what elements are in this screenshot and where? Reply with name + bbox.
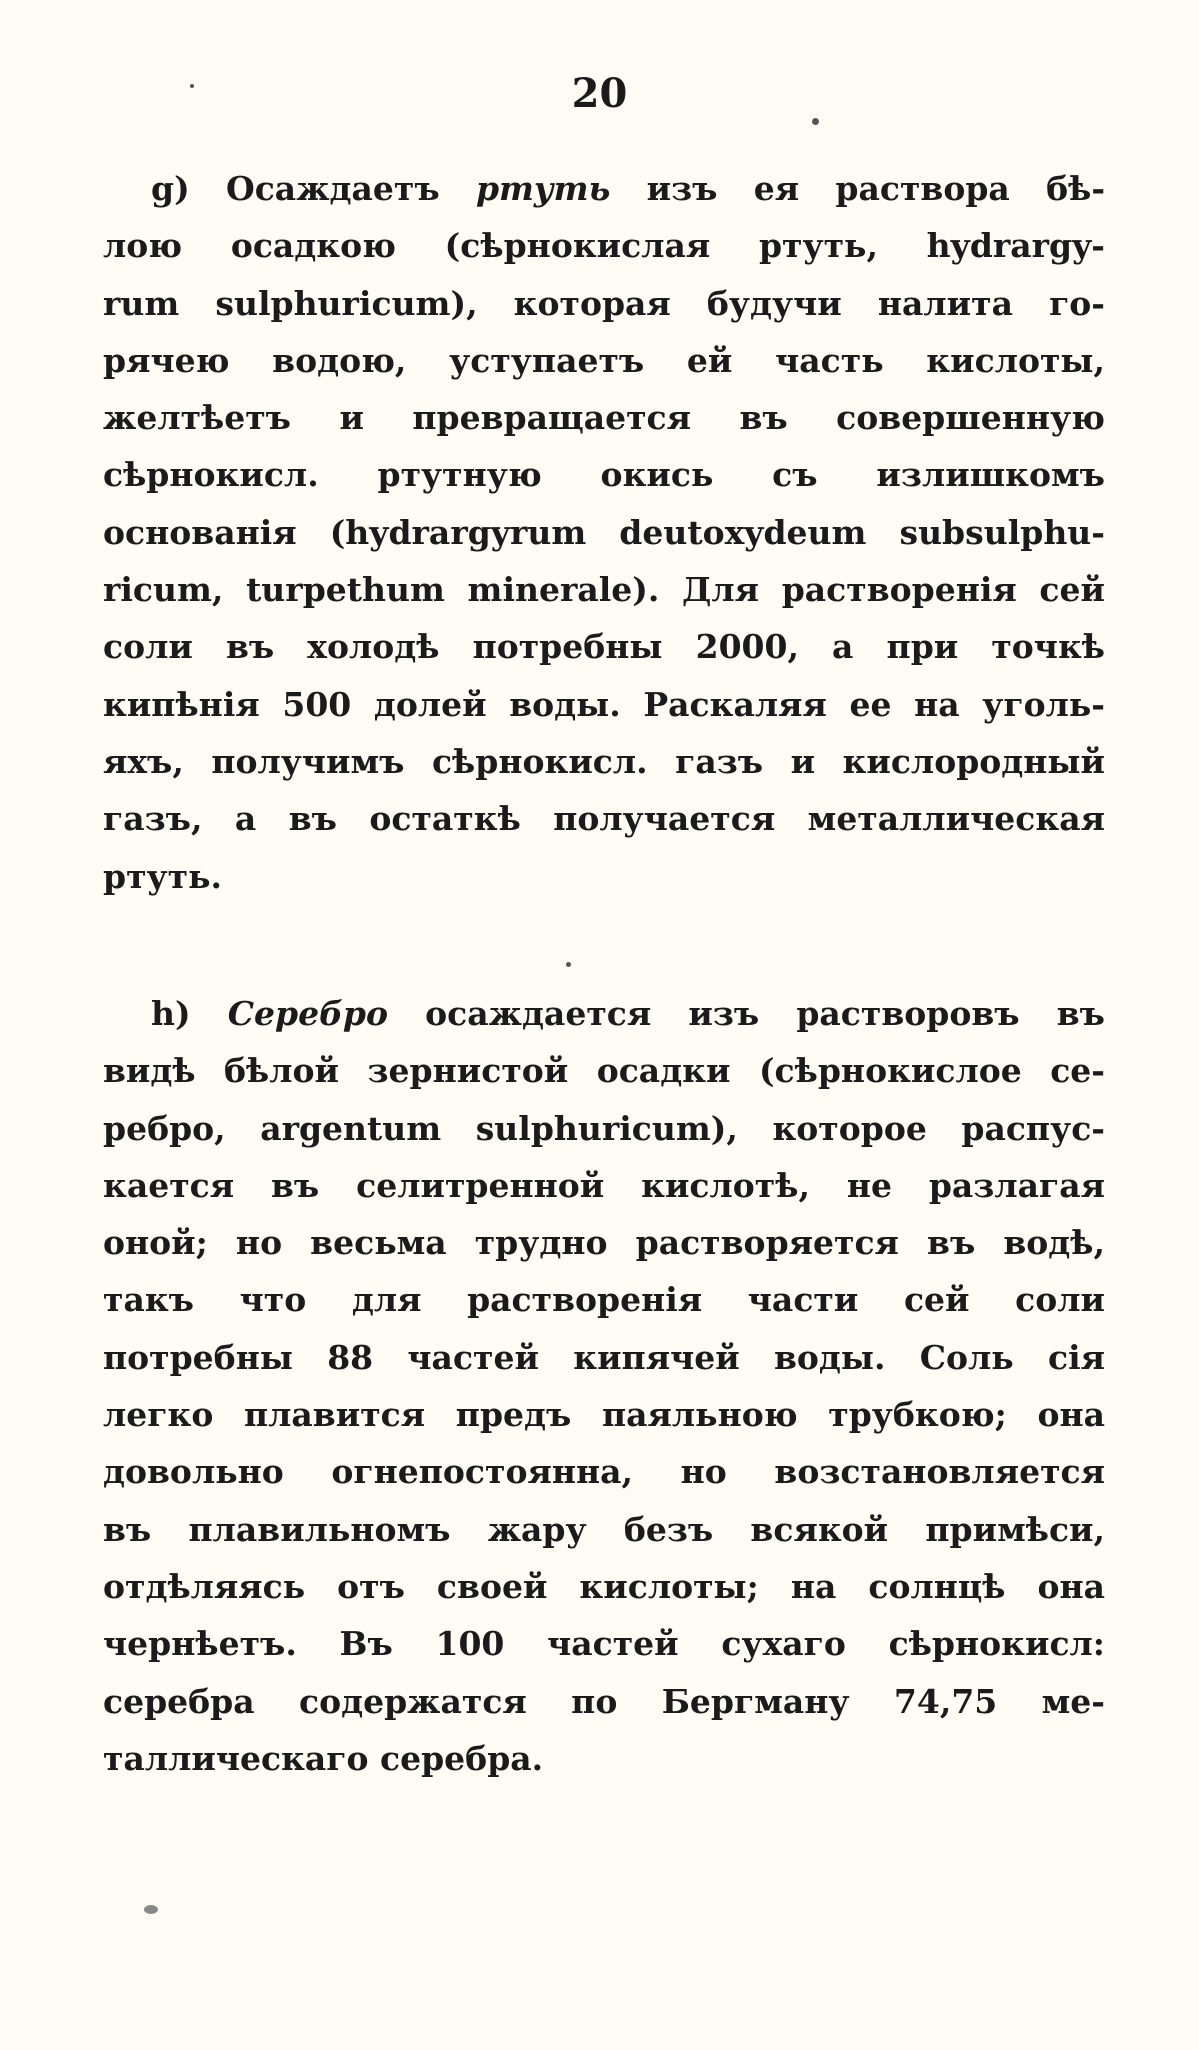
- text-line: лою осадкою (сѣрнокислая ртуть, hydrargy-: [103, 226, 1105, 266]
- text-line: легко плавится предъ паяльною трубкою; она: [103, 1395, 1105, 1435]
- text-line: ребро, argentum sulphuricum), которое распус-: [103, 1108, 1105, 1148]
- text-line: чернѣетъ. Въ 100 частей сухаго сѣрнокисл:: [103, 1624, 1105, 1664]
- text-line: ricum, turpethum minerale). Для растворенія сей: [103, 570, 1105, 610]
- text-line: яхъ, получимъ сѣрнокисл. газъ и кислородный: [103, 741, 1105, 781]
- text-line: ртуть.: [103, 856, 222, 896]
- text-line: отдѣляясь отъ своей кислоты; на солнцѣ она: [103, 1566, 1105, 1606]
- text-line: такъ что для растворенія части сей соли: [103, 1280, 1105, 1320]
- text-line: rum sulphuricum), которая будучи налита го-: [103, 283, 1105, 323]
- text-line: серебра содержатся по Бергману 74,75 ме-: [103, 1681, 1105, 1721]
- emphasis: ртуть: [475, 169, 611, 208]
- text-line: рячею водою, уступаетъ ей часть кислоты,: [103, 340, 1105, 380]
- text-line: кается въ селитренной кислотѣ, не разлагая: [103, 1165, 1105, 1205]
- text-line: довольно огнепостоянна, но возстановляется: [103, 1452, 1105, 1492]
- paper-speck: [812, 118, 819, 125]
- paragraph-g: [103, 160, 1105, 905]
- text-line: соли въ холодѣ потребны 2000, а при точкѣ: [103, 627, 1105, 667]
- text-line: оной; но весьма трудно растворяется въ водѣ,: [103, 1223, 1105, 1263]
- text-line: желтѣетъ и превращается въ совершенную: [103, 398, 1105, 438]
- text-line: потребны 88 частей кипячей воды. Соль сія: [103, 1337, 1105, 1377]
- page-number: 20: [571, 70, 628, 117]
- text-line: видѣ бѣлой зернистой осадки (сѣрнокислое се-: [103, 1051, 1105, 1091]
- text-line: сѣрнокисл. ртутную окись съ излишкомъ: [103, 455, 1105, 495]
- paragraph-h: [103, 985, 1105, 1787]
- text-line: основанія (hydrargyrum deutoxydeum subsulphu-: [103, 512, 1105, 552]
- paper-speck: [190, 84, 194, 88]
- paper-speck: [144, 1905, 158, 1914]
- text-line: въ плавильномъ жару безъ всякой примѣси,: [103, 1509, 1105, 1549]
- text-line: кипѣнія 500 долей воды. Раскаляя ее на уголь-: [103, 684, 1105, 724]
- text-line: h) Серебро осаждается изъ растворовъ въ: [151, 994, 1105, 1033]
- text-line: g) Осаждаетъ ртуть изъ ея раствора бѣ-: [151, 169, 1106, 208]
- paper-speck: [566, 962, 571, 967]
- text-line: таллическаго серебра.: [103, 1738, 544, 1778]
- emphasis: Серебро: [227, 994, 388, 1033]
- text-line: газъ, а въ остаткѣ получается металлическая: [103, 799, 1105, 839]
